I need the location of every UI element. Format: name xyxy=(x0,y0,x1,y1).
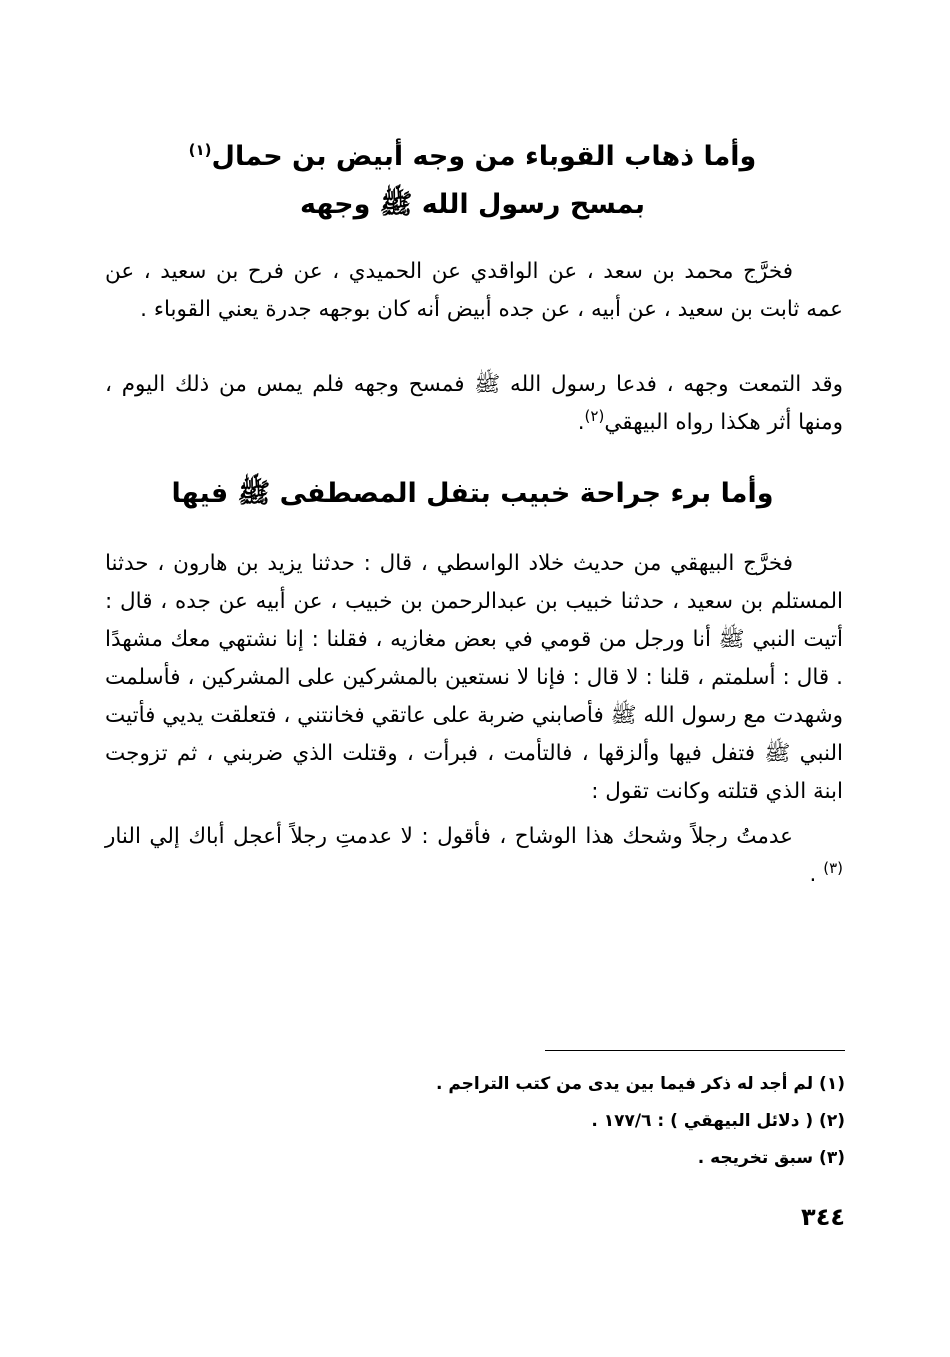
heading-line: بمسح رسول الله ﷺ وجهه xyxy=(299,189,646,220)
paragraph-block xyxy=(105,818,843,894)
paragraph-text: وقد التمعت وجهه ، فدعا رسول الله ﷺ فمسح وجهه فلم يمس من ذلك اليوم ، ومنها أثر هكذا رواه البيهقي xyxy=(105,372,843,435)
paragraph-block xyxy=(105,545,843,811)
footnote-separator xyxy=(545,1050,845,1051)
paragraph-end: . xyxy=(577,410,585,435)
footnote: (٢) ( دلائل البيهقي ) : ١٧٧/٦ . xyxy=(591,1111,845,1131)
paragraph: فخرَّج البيهقي من حديث خلاد الواسطي ، قال : حدثنا يزيد بن هارون ، حدثنا المستلم بن سعيد ، حدثنا خبيب بن عبدالرحمن بن خبيب ، عن أبيه عن جده ، قال : أتيت النبي ﷺ أنا ورجل من قومي في بعض مغازيه ، فقلنا : إنا نشتهي معك مشهدًا . قال : أسلمتم ، قلنا : لا قال : فإنا لا نستعين بالمشركين على المشركين ، فأسلمت وشهدت مع رسول الله ﷺ فأصابني ضربة على عاتقي فخانتني ، فتعلقت يديي فأتيت النبي ﷺ فتفل فيها وألزقها ، فالتأمت ، فبرأت ، وقتلت الذي ضربني ، ثم تزوجت ابنة الذي قتلته وكانت تقول : xyxy=(105,551,843,804)
heading-text: وأما ذهاب القوباء من وجه أبيض بن حمال xyxy=(211,141,757,172)
footnote-ref: (١) xyxy=(188,141,212,159)
paragraph-block xyxy=(105,366,843,442)
heading-line xyxy=(100,133,845,181)
paragraph xyxy=(105,366,843,442)
paragraph-text: عدمتُ رجلاً وشحك هذا الوشاح ، فأقول : لا عدمتِ رجلاً أعجل أباك إلي النار xyxy=(105,824,793,849)
heading-line: وأما برء جراحة خبيب بتفل المصطفى ﷺ فيها xyxy=(171,478,774,509)
footnote: (١) لم أجد له ذكر فيما بين يدى من كتب التراجم . xyxy=(435,1074,845,1094)
section-heading-1 xyxy=(100,133,845,229)
page-number: ٣٤٤ xyxy=(801,1203,845,1231)
paragraph xyxy=(105,818,843,894)
footnotes xyxy=(300,1066,845,1177)
footnote-ref: (٣) xyxy=(823,858,843,877)
footnote: (٣) سبق تخريجه . xyxy=(697,1148,845,1168)
footnote-ref: (٢) xyxy=(584,406,605,425)
paragraph-end: . xyxy=(809,862,817,887)
paragraph-block xyxy=(105,253,843,329)
paragraph: فخرَّج محمد بن سعد ، عن الواقدي عن الحميدي ، عن فرح بن سعيد ، عن عمه ثابت بن سعيد ، عن أبيه ، عن جده أبيض أنه كان بوجهه جدرة يعني القوباء . xyxy=(105,259,843,322)
section-heading-2 xyxy=(100,470,845,518)
